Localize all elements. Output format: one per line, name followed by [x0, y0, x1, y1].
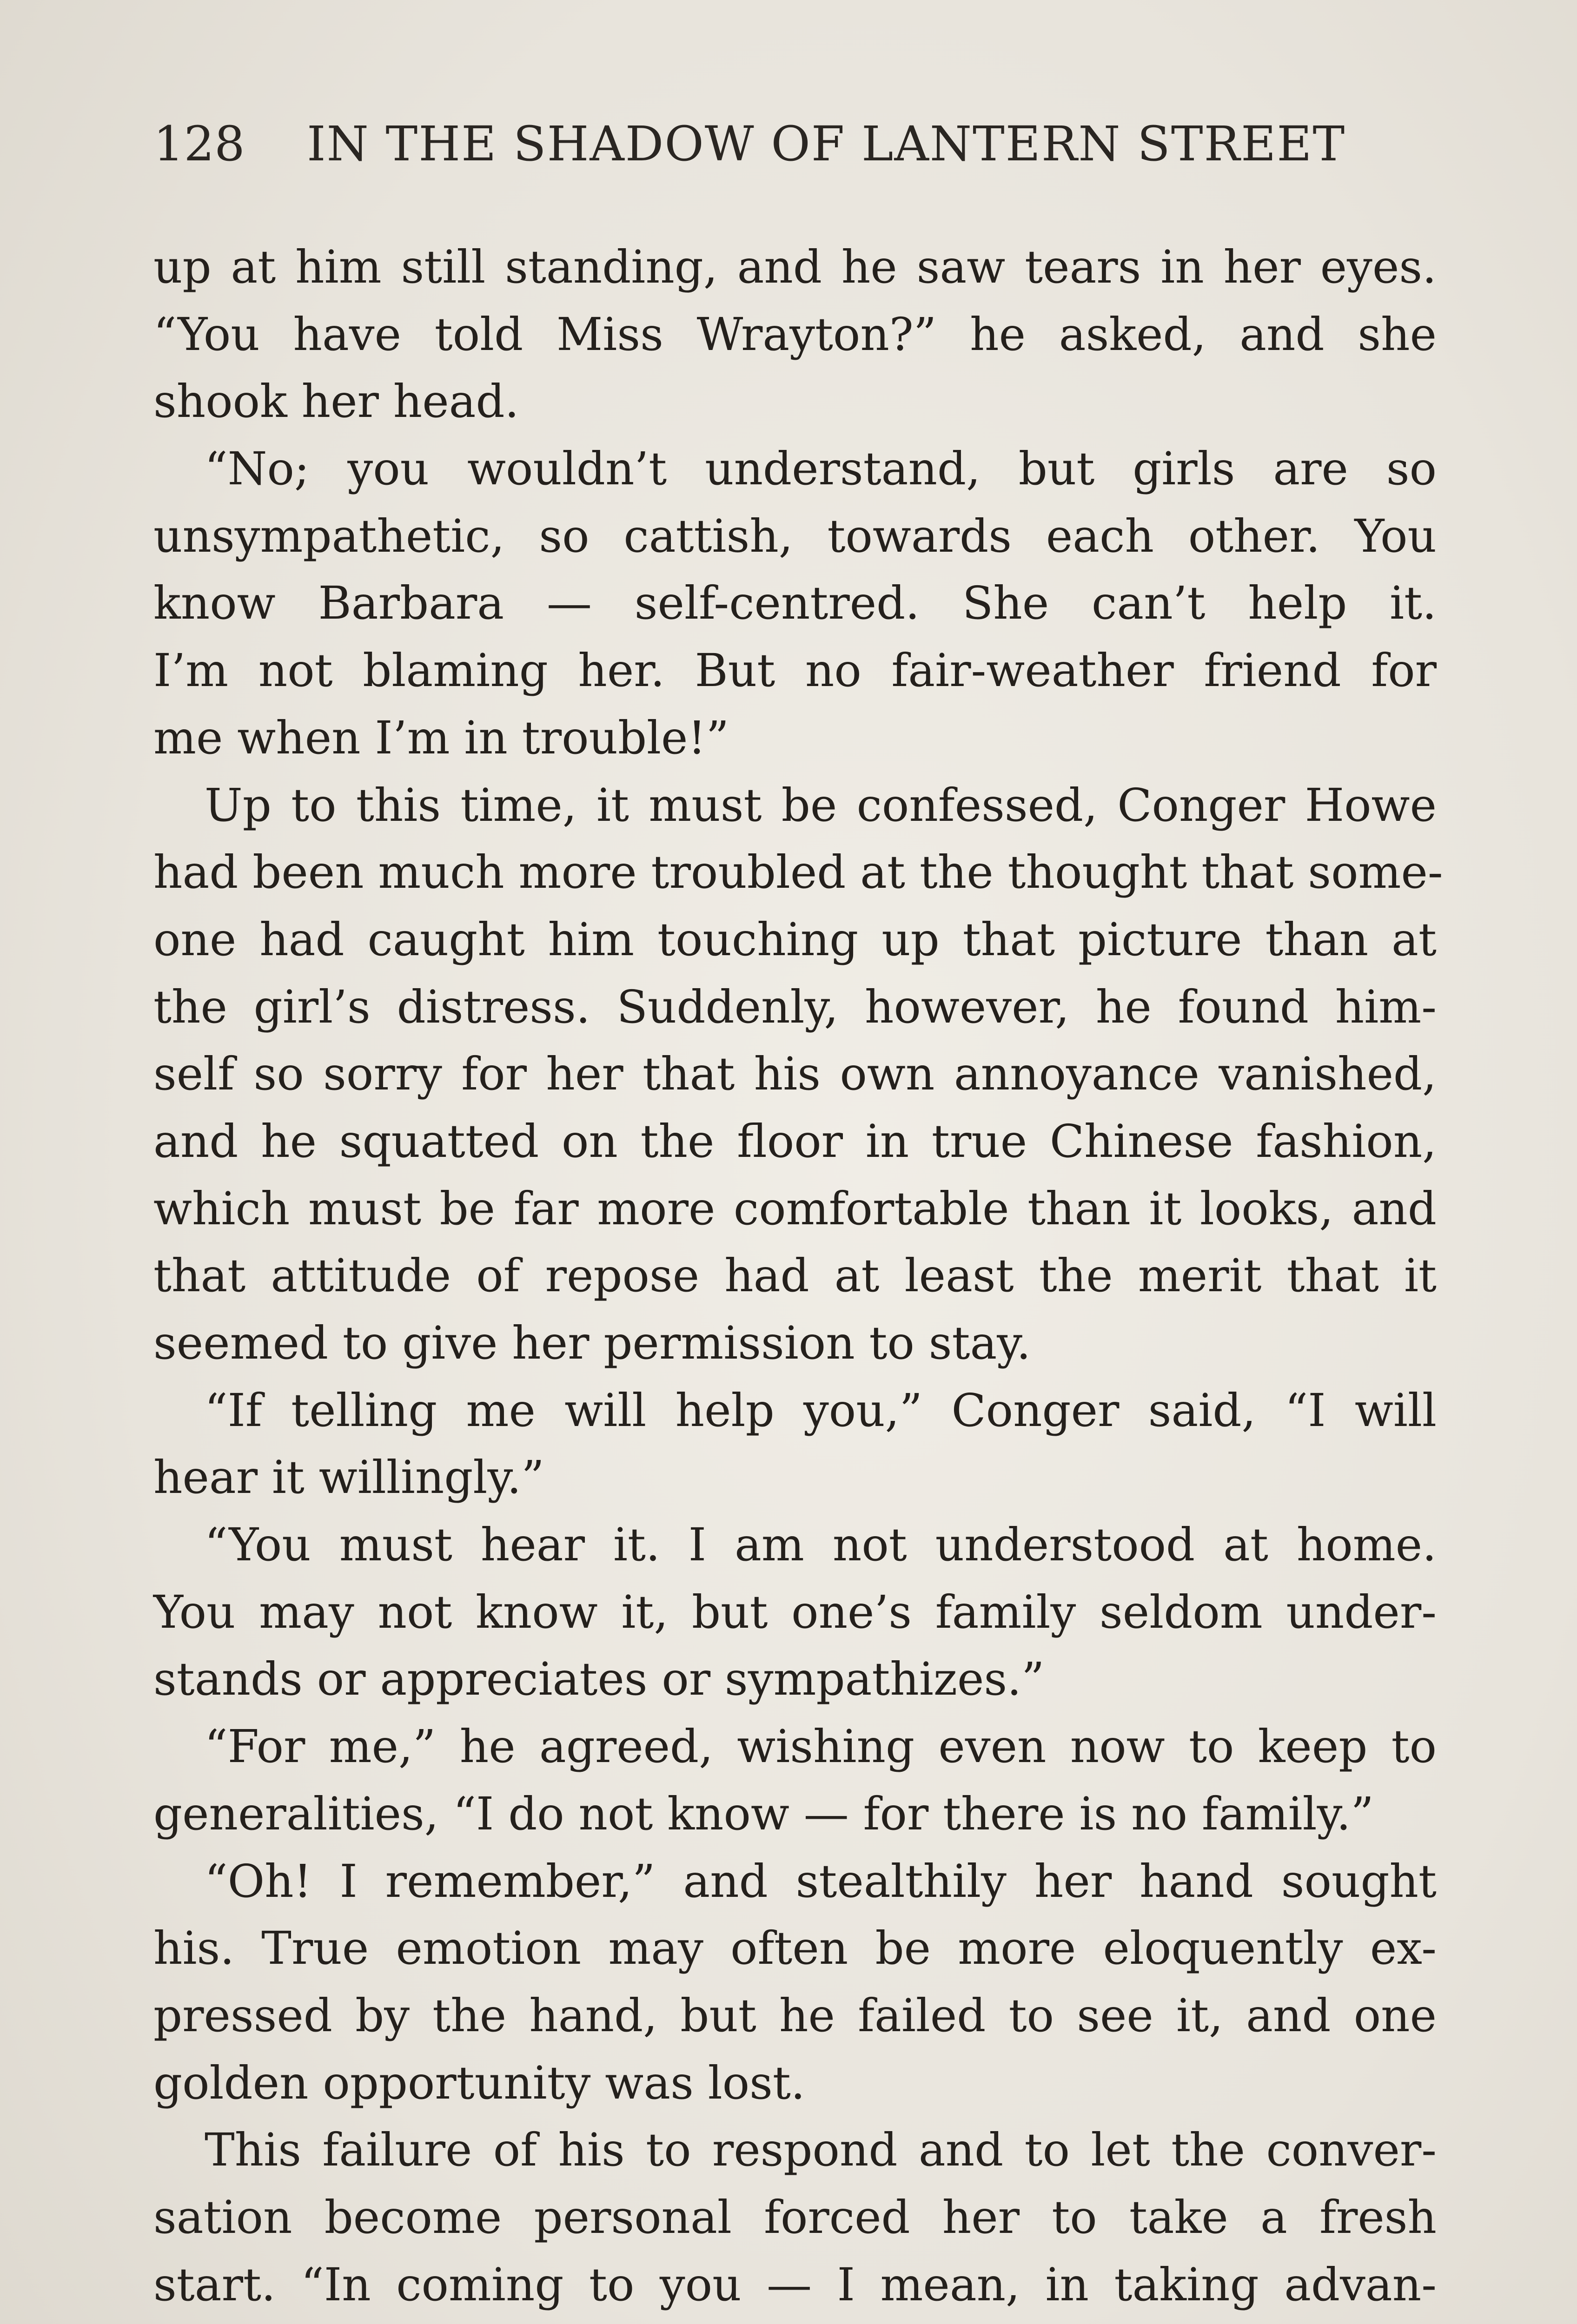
text-line: know Barbara — self-centred. She can’t help it. [153, 577, 1437, 630]
text-line: and he squatted on the floor in true Chinese fashion, [153, 1115, 1437, 1168]
text-line: his. True emotion may often be more eloquently ex- [153, 1922, 1437, 1975]
text-line: sation become personal forced her to take a fresh [153, 2191, 1437, 2244]
running-head [153, 116, 1437, 172]
text-line: Up to this time, it must be confessed, Conger Howe [205, 779, 1437, 832]
text-line: “You have told Miss Wrayton?” he asked, and she [153, 308, 1437, 361]
text-line: “If telling me will help you,” Conger said, “I will [205, 1384, 1437, 1437]
text-line: “No; you wouldn’t understand, but girls are so [205, 442, 1437, 495]
text-line: This failure of his to respond and to let the conver- [205, 2124, 1437, 2177]
text-line: which must be far more comfortable than it looks, and [153, 1182, 1437, 1235]
text-line: start. “In coming to you — I mean, in taking advan- [153, 2258, 1437, 2311]
text-line: “For me,” he agreed, wishing even now to keep to [205, 1720, 1437, 1773]
text-line: “You must hear it. I am not understood at home. [205, 1519, 1437, 1571]
text-line: pressed by the hand, but he failed to see it, and one [153, 1989, 1437, 2042]
text-line: shook her head. [153, 375, 519, 428]
running-title: IN THE SHADOW OF LANTERN STREET [307, 116, 1346, 172]
text-line: You may not know it, but one’s family seldom under- [153, 1585, 1437, 1638]
text-line: had been much more troubled at the thought that some- [153, 846, 1443, 899]
text-line: one had caught him touching up that picture than at [153, 913, 1437, 966]
text-line: stands or appreciates or sympathizes.” [153, 1653, 1045, 1706]
page-number: 128 [153, 116, 245, 172]
text-line: the girl’s distress. Suddenly, however, he found him- [153, 980, 1437, 1033]
text-line: seemed to give her permission to stay. [153, 1317, 1031, 1369]
text-line: hear it willingly.” [153, 1451, 544, 1504]
text-line: self so sorry for her that his own annoyance vanished, [153, 1048, 1437, 1101]
text-line: I’m not blaming her. But no fair-weather friend for [153, 644, 1437, 697]
text-line: that attitude of repose had at least the merit that it [153, 1249, 1437, 1302]
text-line: generalities, “I do not know — for there is no family.” [153, 1787, 1374, 1840]
text-line: unsympathetic, so cattish, towards each other. You [153, 509, 1437, 562]
text-line: me when I’m in trouble!” [153, 711, 729, 764]
text-line: “Oh! I remember,” and stealthily her hand sought [205, 1855, 1437, 1908]
text-line: up at him still standing, and he saw tears in her eyes. [153, 241, 1437, 293]
text-line: golden opportunity was lost. [153, 2056, 805, 2109]
body-text [153, 234, 1443, 2318]
